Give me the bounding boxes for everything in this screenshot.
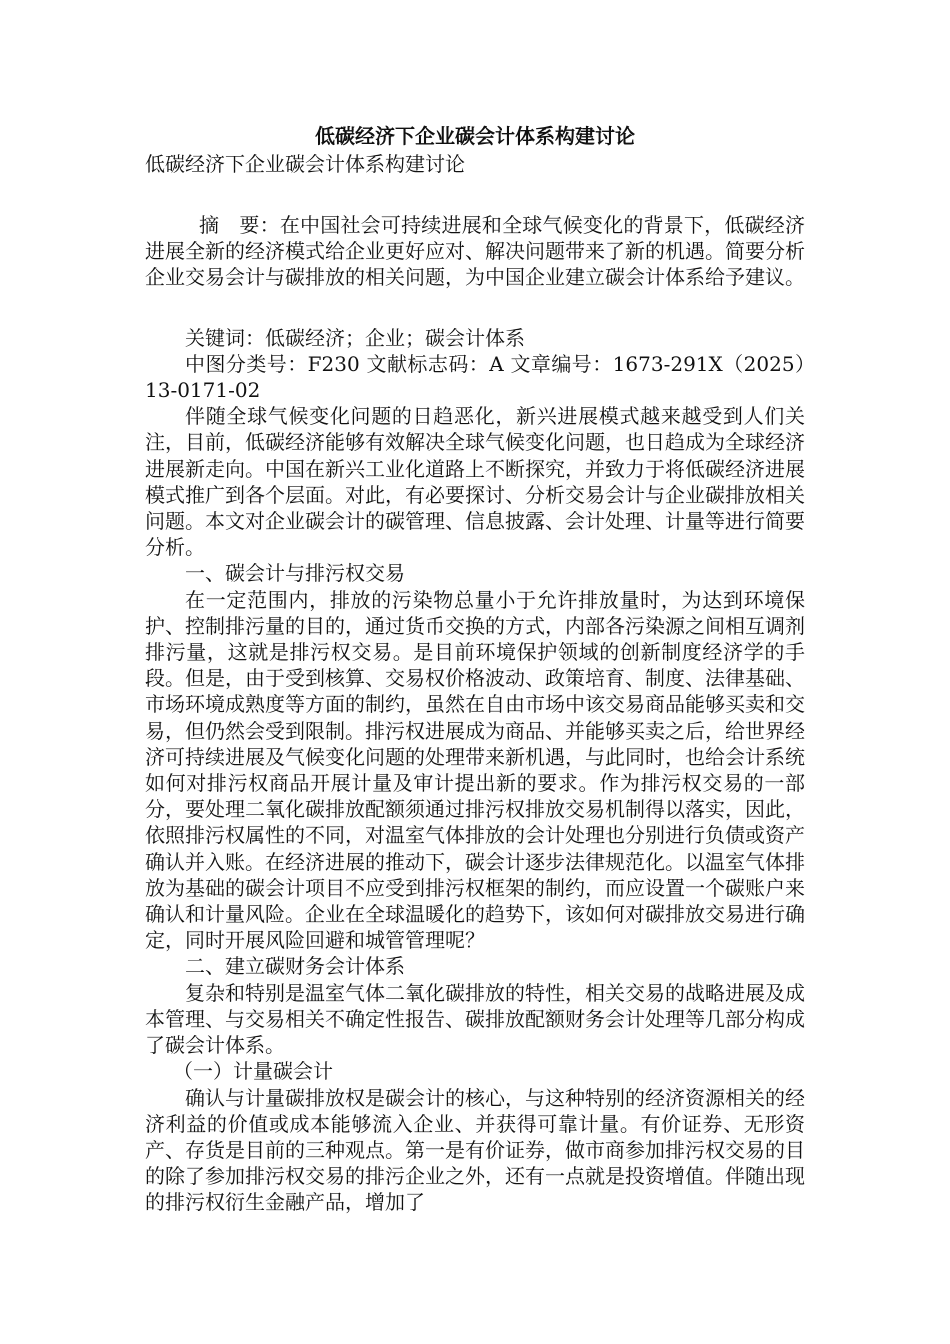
section-1-paragraph: 在一定范围内，排放的污染物总量小于允许排放量时，为达到环境保护、控制排污量的目的，通过货币交换的方式，内部各污染源之间相互调剂排污量，这就是排污权交易。是目前环境保护领域的创新制度经济学的手段。但是，由于受到核算、交易权价格波动、政策培育、制度、法律基础、市场环境成熟度等方面的制约，虽然在自由市场中该交易商品能够买卖和交易，但仍然会受到限制。排污权进展成为商品、并能够买卖之后，给世界经济可持续进展及气候变化问题的处理带来新机遇，与此同时，也给会计系统如何对排污权商品开展计量及审计提出新的要求。作为排污权交易的一部分，要处理二氧化碳排放配额须通过排污权排放交易机制得以落实，因此，依照排污权属性的不同，对温室气体排放的会计处理也分别进行负债或资产确认并入账。在经济进展的推动下，碳会计逐步法律规范化。以温室气体排放为基础的碳会计项目不应受到排污权框架的制约，而应设置一个碳账户来确认和计量风险。企业在全球温暖化的趋势下，该如何对碳排放交易进行确定，同时开展风险回避和城管管理呢？: [145, 587, 805, 953]
section-2-paragraph: 复杂和特别是温室气体二氧化碳排放的特性，相关交易的战略进展及成本管理、与交易相关不确定性报告、碳排放配额财务会计处理等几部分构成了碳会计体系。: [145, 980, 805, 1058]
section-2-heading: 二、建立碳财务会计体系: [185, 954, 405, 979]
document-title: 低碳经济下企业碳会计体系构建讨论: [315, 124, 635, 148]
document-subtitle: 低碳经济下企业碳会计体系构建讨论: [145, 152, 465, 176]
document-page: [145, 122, 805, 1216]
intro-paragraph: 伴随全球气候变化问题的日趋恶化，新兴进展模式越来越受到人们关注，目前，低碳经济能够有效解决全球气候变化问题，也日趋成为全球经济进展新走向。中国在新兴工业化道路上不断探究，并致力于将低碳经济进展模式推广到各个层面。对此，有必要探讨、分析交易会计与企业碳排放相关问题。本文对企业碳会计的碳管理、信息披露、会计处理、计量等进行简要分析。: [145, 404, 805, 560]
spacer: [145, 178, 805, 212]
section-1-heading: 一、碳会计与排污权交易: [185, 561, 405, 586]
spacer: [145, 291, 805, 325]
abstract-paragraph: 摘 要：在中国社会可持续进展和全球气候变化的背景下，低碳经济进展全新的经济模式给企业更好应对、解决问题带来了新的机遇。简要分析企业交易会计与碳排放的相关问题，为中国企业建立碳会计体系给予建议。: [145, 213, 805, 290]
section-2-1-heading: （一）计量碳会计: [173, 1059, 333, 1084]
classification-line: 中图分类号：F230 文献标志码：A 文章编号：1673-291X（2025）13-0171-02: [145, 351, 805, 403]
keywords-line: 关键词：低碳经济；企业；碳会计体系: [185, 325, 525, 350]
section-2-1-paragraph: 确认与计量碳排放权是碳会计的核心，与这种特别的经济资源相关的经济利益的价值或成本能够流入企业、并获得可靠计量。有价证券、无形资产、存货是目前的三种观点。第一是有价证券，做市商参加排污权交易的目的除了参加排污权交易的排污企业之外，还有一点就是投资增值。伴随出现的排污权衍生金融产品，增加了: [145, 1085, 805, 1215]
